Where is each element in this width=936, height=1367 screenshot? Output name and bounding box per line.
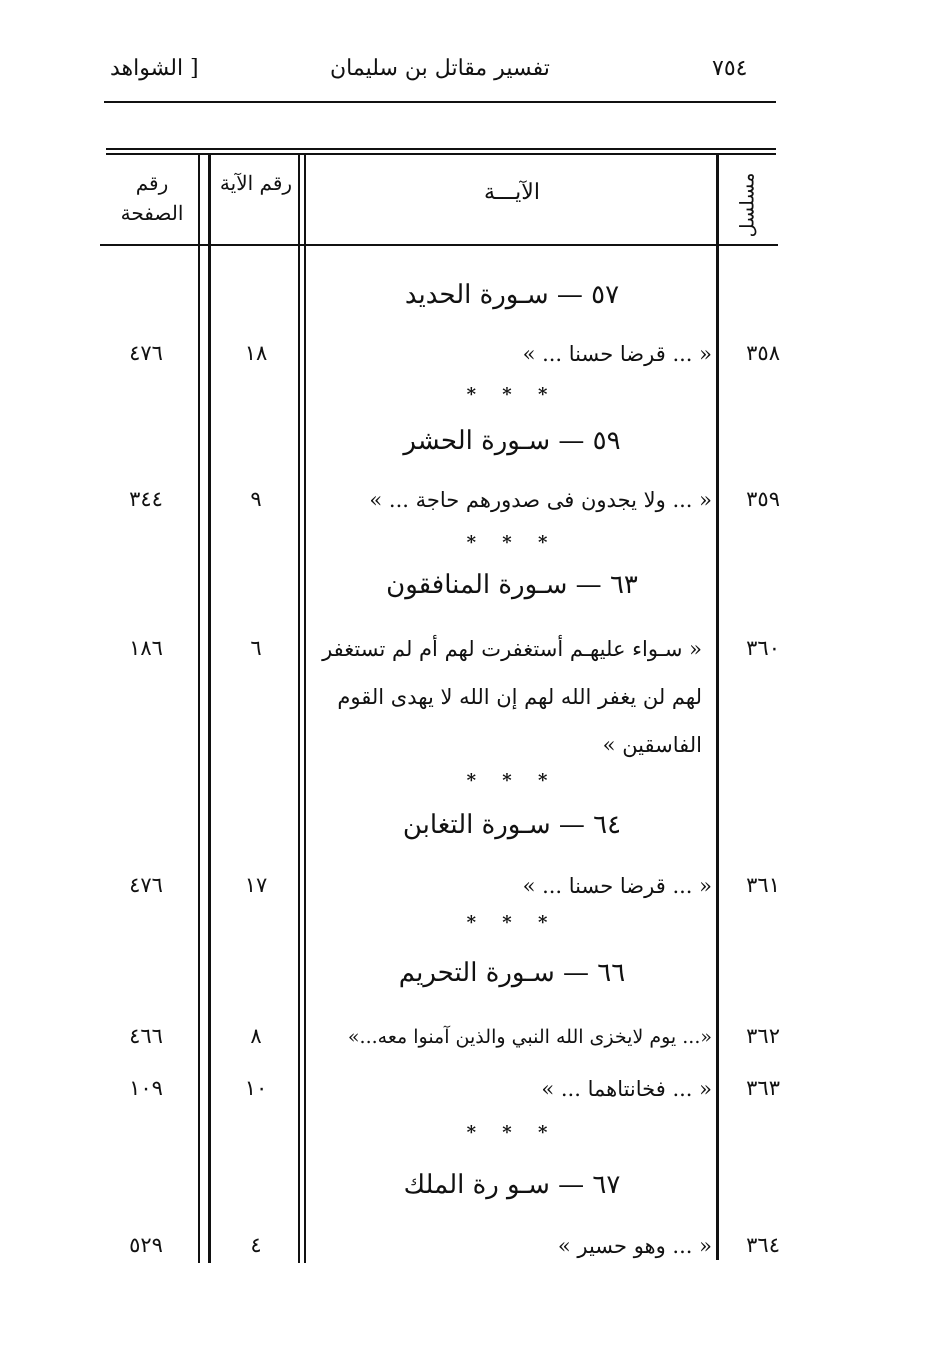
page-number-cell: ٣٤٤	[129, 487, 163, 511]
surah-heading: ٦٦ — سـورة التحريم	[398, 958, 626, 988]
page-number-cell: ٤٦٦	[129, 1024, 163, 1048]
serial-cell: ٣٦١	[746, 873, 780, 897]
serial-cell: ٣٦٣	[746, 1076, 780, 1100]
column-divider	[208, 153, 211, 1263]
surah-heading: ٥٩ — سـورة الحشر	[403, 426, 621, 456]
surah-heading: ٦٣ — سـورة المنافقون	[386, 570, 638, 600]
column-divider	[304, 153, 306, 1263]
page-number: ٧٥٤	[712, 56, 748, 81]
page-number-cell: ١٨٦	[129, 636, 163, 660]
column-header-verse: الآيـــة	[484, 180, 540, 205]
aya-number-cell: ٨	[250, 1024, 262, 1048]
page-number-cell: ٤٧٦	[129, 341, 163, 365]
table-top-rule	[106, 148, 776, 150]
serial-cell: ٣٦٢	[746, 1024, 780, 1048]
verse-cell: « ... وهو حسير »	[557, 1234, 712, 1258]
section-separator: * * *	[466, 1122, 558, 1143]
page-number-cell: ١٠٩	[129, 1076, 163, 1100]
table-top-rule	[106, 153, 776, 155]
aya-number-cell: ١٨	[244, 341, 268, 365]
verse-cell: « سـواء عليهـم أستغفرت لهم أم لم تستغفر لهم لن يغفر الله لهم إن الله لا يهدى القوم الفاسقين »	[322, 637, 702, 757]
section-separator: * * *	[466, 912, 558, 933]
aya-number-cell: ٤	[250, 1233, 262, 1257]
verse-cell: « ... قرضا حسنا ... »	[522, 342, 712, 366]
column-header-aya-number: رقم الآية	[219, 171, 293, 195]
page-number-cell: ٥٢٩	[129, 1233, 163, 1257]
surah-heading: ٥٧ — سـورة الحديد	[404, 280, 620, 310]
column-header-page-number: رقم الصفحة	[120, 171, 184, 225]
aya-number-cell: ١٧	[244, 873, 268, 897]
serial-cell: ٣٦٠	[746, 636, 780, 660]
column-header-serial: مسلسل	[736, 172, 759, 238]
column-divider	[198, 153, 200, 1263]
verse-cell: « ... فخانتاهما ... »	[541, 1077, 712, 1101]
surah-heading: ٦٧ — سـو رة الملك	[403, 1170, 621, 1200]
section-separator: * * *	[466, 384, 558, 405]
page-number-cell: ٤٧٦	[129, 873, 163, 897]
verse-cell: « ... ولا يجدون فى صدورهم حاجة ... »	[369, 488, 712, 512]
aya-number-cell: ١٠	[244, 1076, 268, 1100]
section-separator: * * *	[466, 770, 558, 791]
serial-cell: ٣٥٩	[746, 487, 780, 511]
book-title: تفسير مقاتل بن سليمان	[330, 56, 550, 81]
surah-heading: ٦٤ — سـورة التغابن	[402, 810, 622, 840]
table-head-rule	[100, 244, 778, 246]
section-separator: * * *	[466, 532, 558, 553]
serial-cell: ٣٥٨	[746, 341, 780, 365]
serial-cell: ٣٦٤	[746, 1233, 780, 1257]
aya-number-cell: ٩	[250, 487, 262, 511]
verse-cell: «... يوم لايخزى الله النبي والذين آمنوا معه...»	[347, 1026, 712, 1048]
verse-cell: « ... قرضا حسنا ... »	[522, 874, 712, 898]
section-title: [ الشواهد	[110, 56, 199, 81]
aya-number-cell: ٦	[250, 636, 262, 660]
